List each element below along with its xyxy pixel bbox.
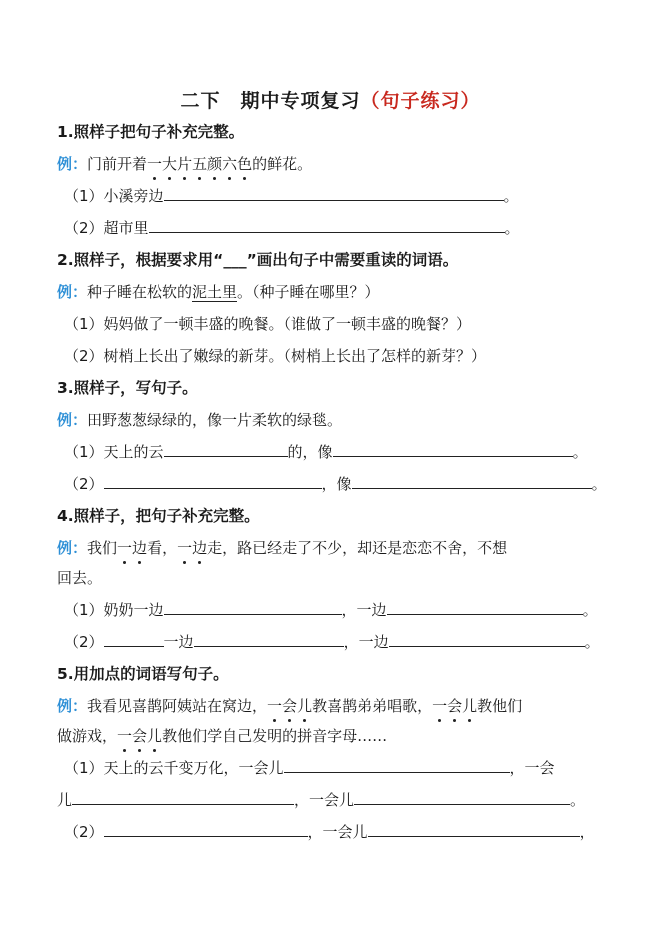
q4-example-pre: 我们 — [87, 539, 118, 557]
q4-example-mid: 看， — [147, 539, 178, 557]
q4-item-2-blank-c[interactable] — [389, 630, 585, 647]
q4-item-1-blank-b[interactable] — [387, 598, 583, 615]
q3-item-1-blank-b[interactable] — [333, 440, 573, 457]
q5-example-line2-pre: 做游戏， — [57, 727, 118, 745]
q1-item-1 — [64, 184, 611, 208]
q5-item-2-end: ， — [579, 823, 595, 841]
q4-item-2-mid-2: ，一边 — [343, 633, 389, 651]
q5-example-b: 教喜鹊弟弟唱歌， — [312, 697, 433, 715]
q3-example-text: 田野葱葱绿绿的，像一片柔软的绿毯。 — [87, 411, 343, 429]
q1-item-1-text: （1）小溪旁边 — [64, 187, 164, 205]
q1-item-2-text: （2）超市里 — [64, 219, 149, 237]
q4-dotted-char: 一 — [177, 536, 192, 560]
q5-item-1-line2 — [57, 788, 611, 812]
q4-item-2-blank-a[interactable] — [104, 630, 164, 647]
q3-item-2 — [64, 472, 611, 496]
q4-item-1-pre: （1）奶奶一边 — [64, 601, 164, 619]
q5-dotted-char: 儿 — [462, 694, 477, 718]
q1-example-post: 的鲜花。 — [252, 155, 313, 173]
q5-example — [57, 694, 611, 718]
q1-dotted-char: 颜 — [207, 152, 222, 176]
q5-dotted-char: 一 — [432, 694, 447, 718]
q5-item-1-blank-c[interactable] — [354, 788, 570, 805]
q1-item-2 — [64, 216, 611, 240]
q1-example-label: 例： — [57, 155, 88, 173]
q3-item-2-blank-a[interactable] — [104, 472, 322, 489]
q1-item-2-period: 。 — [504, 219, 520, 237]
q1-dotted-char: 一 — [147, 152, 162, 176]
q4-item-1-blank-a[interactable] — [164, 598, 342, 615]
q2-example — [57, 280, 611, 304]
q3-item-1-pre: （1）天上的云 — [64, 443, 164, 461]
q5-example-a: 我看见喜鹊阿姨站在窝边， — [87, 697, 268, 715]
q4-item-1-period: 。 — [582, 601, 598, 619]
q3-heading: 3.照样子，写句子。 — [57, 379, 198, 397]
q2-heading: 2.照样子，根据要求用“___”画出句子中需要重读的词语。 — [57, 251, 459, 269]
q4-example-post: 走，路已经走了不少，却还是恋恋不舍，不想 — [207, 539, 508, 557]
q3-item-1-period: 。 — [572, 443, 588, 461]
q5-example-label: 例： — [57, 697, 88, 715]
q5-dotted-char: 会 — [447, 694, 462, 718]
q3-example-label: 例： — [57, 411, 88, 429]
q1-heading: 1.照样子把句子补充完整。 — [57, 123, 245, 141]
q5-item-1-blank-b[interactable] — [72, 788, 294, 805]
q5-item-1 — [64, 756, 611, 780]
q4-example — [57, 536, 611, 560]
q1-item-2-blank[interactable] — [149, 216, 505, 233]
q4-item-2-period: 。 — [584, 633, 600, 651]
q5-item-2-pre: （2） — [64, 823, 104, 841]
q1-item-1-period: 。 — [503, 187, 519, 205]
title-sub: （句子练习） — [360, 90, 481, 112]
q5-item-1-pre: （1）天上的云千变万化，一会儿 — [64, 759, 284, 777]
q1-dotted-char: 六 — [222, 152, 237, 176]
q2-item-2[interactable]: （2）树梢上长出了嫩绿的新芽。（树梢上长出了怎样的新芽？） — [64, 347, 487, 365]
q5-dotted-char: 一 — [117, 724, 132, 748]
q3-example — [57, 408, 611, 432]
q5-example-line2 — [57, 724, 611, 748]
q4-item-1 — [64, 598, 611, 622]
q3-item-2-period: 。 — [591, 475, 607, 493]
q1-example — [57, 152, 611, 176]
q3-item-1-mid: 的，像 — [287, 443, 333, 461]
q5-example-line2-post: 教他们学自己发明的拼音字母…… — [162, 727, 388, 745]
q5-item-1-period: 。 — [570, 791, 586, 809]
q4-item-2-blank-b[interactable] — [194, 630, 344, 647]
q1-dotted-char: 片 — [177, 152, 192, 176]
q3-item-1-blank-a[interactable] — [164, 440, 288, 457]
q2-example-label: 例： — [57, 283, 88, 301]
q4-item-1-mid: ，一边 — [341, 601, 387, 619]
q5-item-2-blank-a[interactable] — [104, 820, 308, 837]
q5-item-1-line2-mid: ，一会儿 — [294, 791, 355, 809]
q2-item-1[interactable]: （1）妈妈做了一顿丰盛的晚餐。（谁做了一顿丰盛的晚餐？） — [64, 315, 472, 333]
q4-item-2-mid-1: 一边 — [163, 633, 194, 651]
q1-dotted-char: 大 — [162, 152, 177, 176]
title-main: 二下 期中专项复习 — [180, 90, 361, 112]
q4-example-line2: 回去。 — [57, 569, 103, 587]
q5-dotted-char: 会 — [282, 694, 297, 718]
page-title — [0, 86, 661, 113]
q4-heading: 4.照样子，把句子补充完整。 — [57, 507, 260, 525]
q5-item-2-mid: ，一会儿 — [307, 823, 368, 841]
q3-item-2-mid: ，像 — [321, 475, 352, 493]
q4-dotted-char: 边 — [132, 536, 147, 560]
q5-dotted-char: 儿 — [297, 694, 312, 718]
q5-heading: 5.用加点的词语写句子。 — [57, 665, 229, 683]
q4-dotted-char: 一 — [117, 536, 132, 560]
q2-underlined-word: 泥土里 — [192, 283, 238, 301]
q1-example-pre: 门前开着 — [87, 155, 148, 173]
q4-item-2 — [64, 630, 611, 654]
q5-dotted-char: 会 — [132, 724, 147, 748]
q5-item-1-post: ，一会 — [509, 759, 555, 777]
q1-dotted-char: 五 — [192, 152, 207, 176]
q4-item-2-pre: （2） — [64, 633, 104, 651]
q3-item-1 — [64, 440, 611, 464]
q3-item-2-blank-b[interactable] — [352, 472, 592, 489]
q4-example-label: 例： — [57, 539, 88, 557]
q1-dotted-char: 色 — [237, 152, 252, 176]
q5-dotted-char: 一 — [267, 694, 282, 718]
q2-example-pre: 种子睡在松软的 — [87, 283, 193, 301]
q3-item-2-pre: （2） — [64, 475, 104, 493]
q5-dotted-char: 儿 — [147, 724, 162, 748]
q5-example-c: 教他们 — [477, 697, 523, 715]
q5-item-2-blank-b[interactable] — [368, 820, 580, 837]
q5-item-1-blank-a[interactable] — [284, 756, 510, 773]
q5-item-2 — [64, 820, 611, 844]
q5-item-1-line2-pre: 儿 — [57, 791, 73, 809]
q4-dotted-char: 边 — [192, 536, 207, 560]
q1-item-1-blank[interactable] — [164, 184, 504, 201]
q2-example-post: 。（种子睡在哪里？） — [237, 283, 380, 301]
